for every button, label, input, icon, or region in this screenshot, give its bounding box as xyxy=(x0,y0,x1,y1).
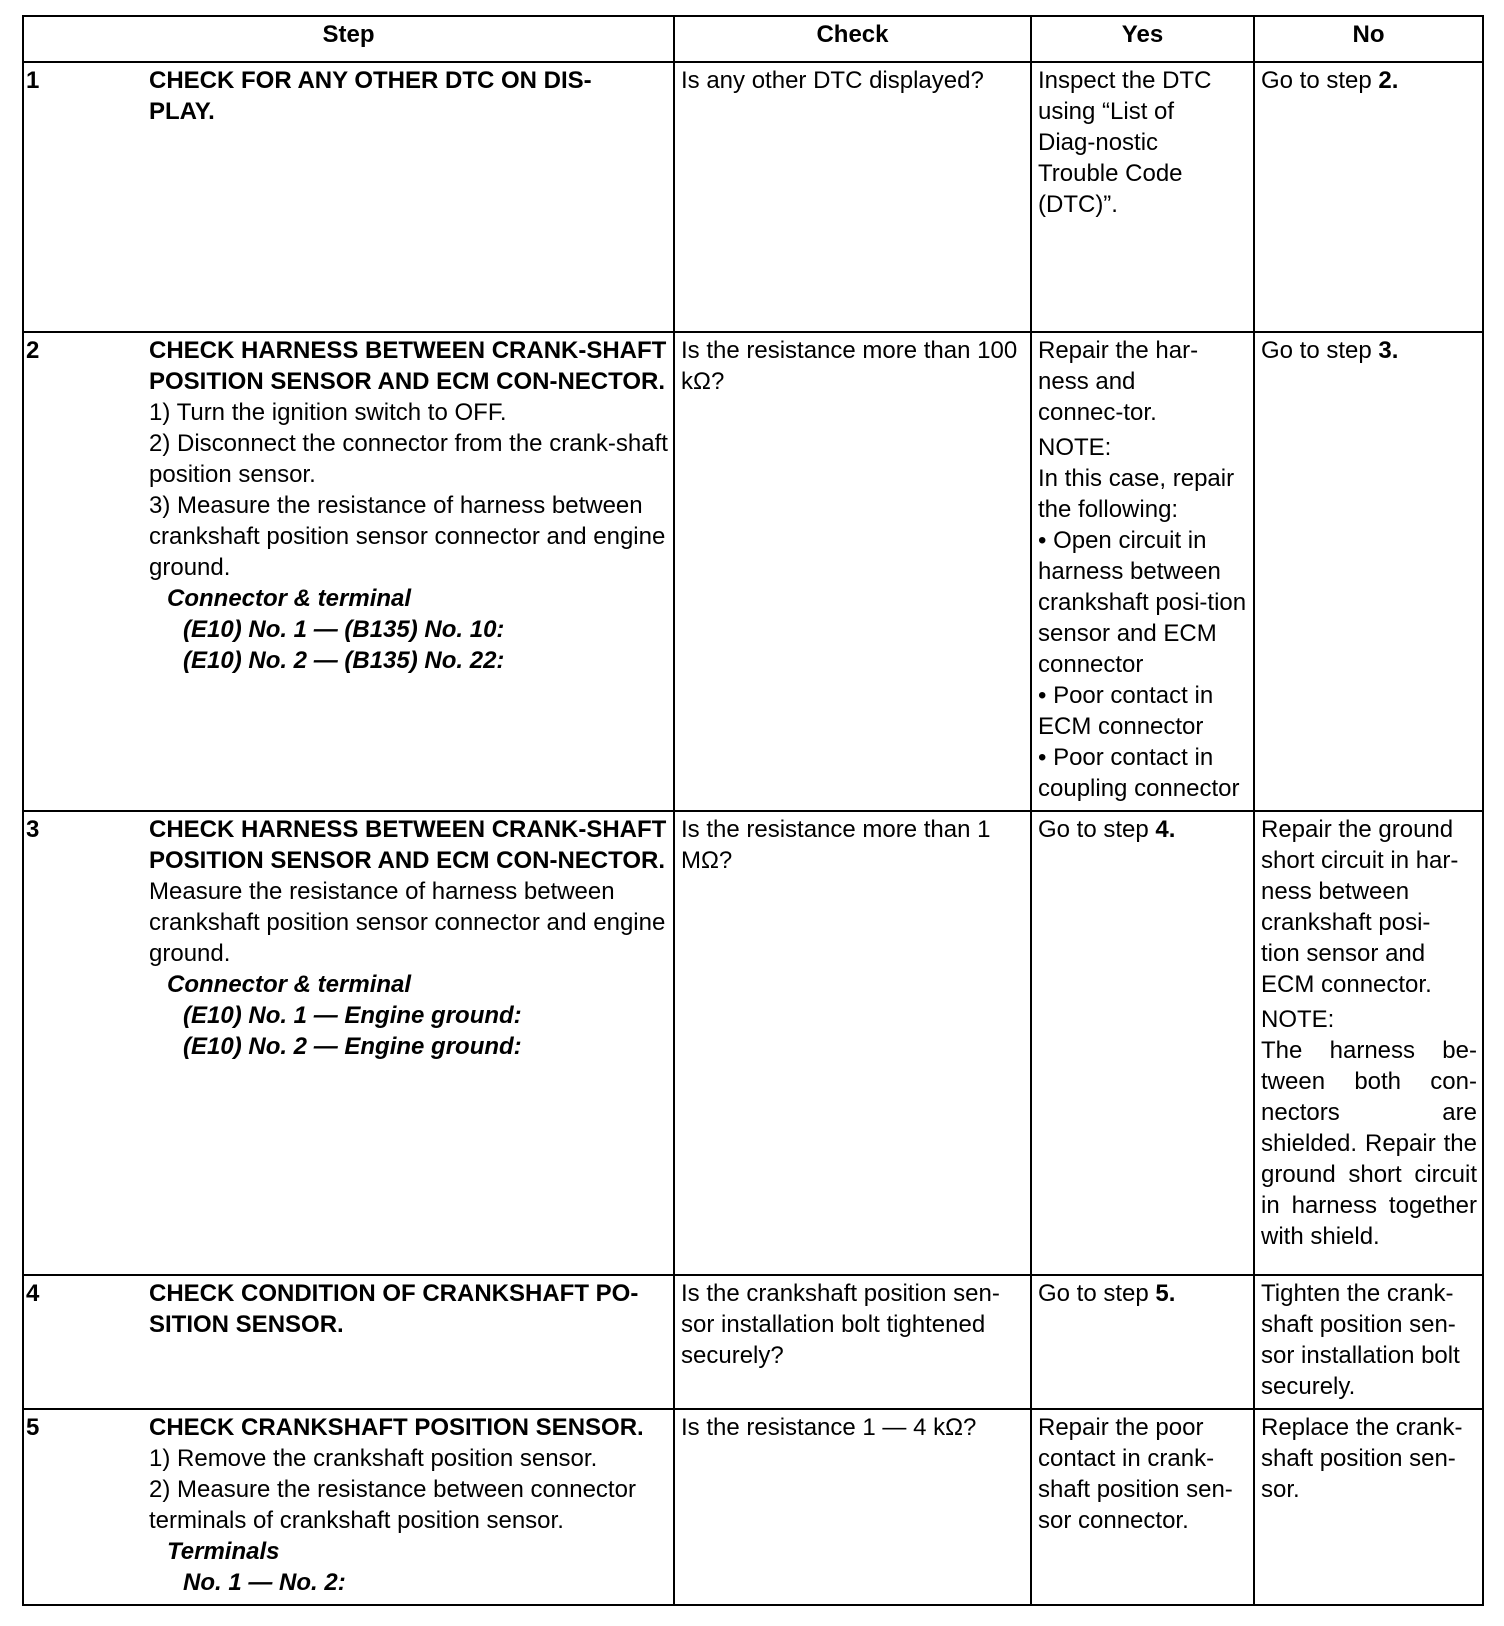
no-step-ref: 2. xyxy=(1378,67,1399,94)
header-no: No xyxy=(1254,16,1483,62)
terminals-heading: Terminals xyxy=(167,1538,280,1565)
yes-cell xyxy=(1031,1275,1254,1409)
yes-text: Repair the har-ness and connec-tor. xyxy=(1038,337,1199,426)
note-label: NOTE: xyxy=(1261,1006,1335,1033)
check-cell: Is the resistance more than 1 MΩ? xyxy=(674,811,1031,1275)
note-item: • Open circuit in harness between crankshaft posi-tion sensor and ECM connector xyxy=(1038,527,1247,678)
header-check: Check xyxy=(674,16,1031,62)
check-cell xyxy=(674,1275,1031,1409)
no-text: Replace the crank-shaft position sen-sor. xyxy=(1261,1414,1463,1503)
yes-step-ref: 4. xyxy=(1155,816,1176,843)
terminal-spec: (E10) No. 1 — Engine ground: xyxy=(183,1002,522,1029)
no-text: Tighten the crank-shaft position sen-sor installation bolt securely. xyxy=(1261,1280,1460,1400)
step-cell xyxy=(23,1409,674,1605)
check-text: Is the crankshaft position sen-sor installation bolt tightened securely? xyxy=(681,1280,1000,1369)
instruction: 1) Remove the crankshaft position sensor. xyxy=(149,1445,598,1472)
terminal-spec: (E10) No. 2 — Engine ground: xyxy=(183,1033,522,1060)
instruction: 2) Disconnect the connector from the crank-shaft position sensor. xyxy=(149,430,668,488)
step-number: 1 xyxy=(26,67,40,94)
no-cell xyxy=(1254,62,1483,332)
no-text: Go to step xyxy=(1261,67,1379,94)
step-cell xyxy=(23,332,674,811)
step-cell xyxy=(23,62,674,332)
step-number: 3 xyxy=(26,816,40,843)
step-cell xyxy=(23,1275,674,1409)
no-text: Go to step xyxy=(1261,337,1379,364)
table-row xyxy=(23,811,1483,1275)
table-row xyxy=(23,1409,1483,1605)
check-cell: Is any other DTC displayed? xyxy=(674,62,1031,332)
yes-step-ref: 5. xyxy=(1155,1280,1176,1307)
no-text: Repair the ground short circuit in har-ness between crankshaft posi-tion sensor and ECM connector. xyxy=(1261,816,1459,998)
note-item: • Poor contact in ECM connector xyxy=(1038,682,1214,740)
dtc-procedure-page xyxy=(22,15,1482,1606)
note-text: The harness be-tween both con-nectors are shielded. Repair the ground short circuit in harness together with shield. xyxy=(1261,1037,1477,1250)
step-number: 4 xyxy=(26,1280,40,1307)
terminal-spec: (E10) No. 2 — (B135) No. 22: xyxy=(183,647,505,674)
header-step: Step xyxy=(23,16,674,62)
yes-cell xyxy=(1031,332,1254,811)
no-cell xyxy=(1254,332,1483,811)
yes-text: Repair the poor contact in crank-shaft position sen-sor connector. xyxy=(1038,1414,1233,1534)
step-number: 5 xyxy=(26,1414,40,1441)
no-cell xyxy=(1254,811,1483,1275)
yes-text: Inspect the DTC using “List of Diag-nostic Trouble Code (DTC)”. xyxy=(1038,67,1212,218)
step-title: CHECK CONDITION OF CRANKSHAFT PO-SITION SENSOR. xyxy=(149,1280,639,1338)
check-cell: Is the resistance 1 — 4 kΩ? xyxy=(674,1409,1031,1605)
table-row xyxy=(23,62,1483,332)
connector-heading: Connector & terminal xyxy=(167,585,412,612)
yes-text: Go to step xyxy=(1038,816,1156,843)
note-item: • Poor contact in coupling connector xyxy=(1038,744,1240,802)
no-step-ref: 3. xyxy=(1378,337,1399,364)
yes-cell xyxy=(1031,62,1254,332)
step-title: CHECK HARNESS BETWEEN CRANK-SHAFT POSITION SENSOR AND ECM CON-NECTOR. xyxy=(149,816,667,874)
no-cell xyxy=(1254,1275,1483,1409)
connector-heading: Connector & terminal xyxy=(167,971,412,998)
instruction: 2) Measure the resistance between connector terminals of crankshaft position sensor. xyxy=(149,1476,636,1534)
table-row xyxy=(23,332,1483,811)
header-row xyxy=(23,16,1483,62)
instruction: Measure the resistance of harness between crankshaft position sensor connector and engine ground. xyxy=(149,878,666,967)
check-cell: Is the resistance more than 100 kΩ? xyxy=(674,332,1031,811)
step-number: 2 xyxy=(26,337,40,364)
note-intro: In this case, repair the following: xyxy=(1038,465,1235,523)
step-title: CHECK HARNESS BETWEEN CRANK-SHAFT POSITION SENSOR AND ECM CON-NECTOR. xyxy=(149,337,667,395)
no-cell xyxy=(1254,1409,1483,1605)
instruction: 1) Turn the ignition switch to OFF. xyxy=(149,399,507,426)
yes-text: Go to step xyxy=(1038,1280,1156,1307)
note-label: NOTE: xyxy=(1038,434,1112,461)
table-row xyxy=(23,1275,1483,1409)
header-yes: Yes xyxy=(1031,16,1254,62)
diagnostic-table xyxy=(22,15,1484,1606)
yes-cell xyxy=(1031,811,1254,1275)
step-title: CHECK CRANKSHAFT POSITION SENSOR. xyxy=(149,1414,644,1441)
step-cell xyxy=(23,811,674,1275)
yes-cell xyxy=(1031,1409,1254,1605)
terminal-spec: No. 1 — No. 2: xyxy=(183,1569,346,1596)
step-title: CHECK FOR ANY OTHER DTC ON DIS-PLAY. xyxy=(149,67,592,125)
terminal-spec: (E10) No. 1 — (B135) No. 10: xyxy=(183,616,505,643)
instruction: 3) Measure the resistance of harness between crankshaft position sensor connector and engine ground. xyxy=(149,492,666,581)
